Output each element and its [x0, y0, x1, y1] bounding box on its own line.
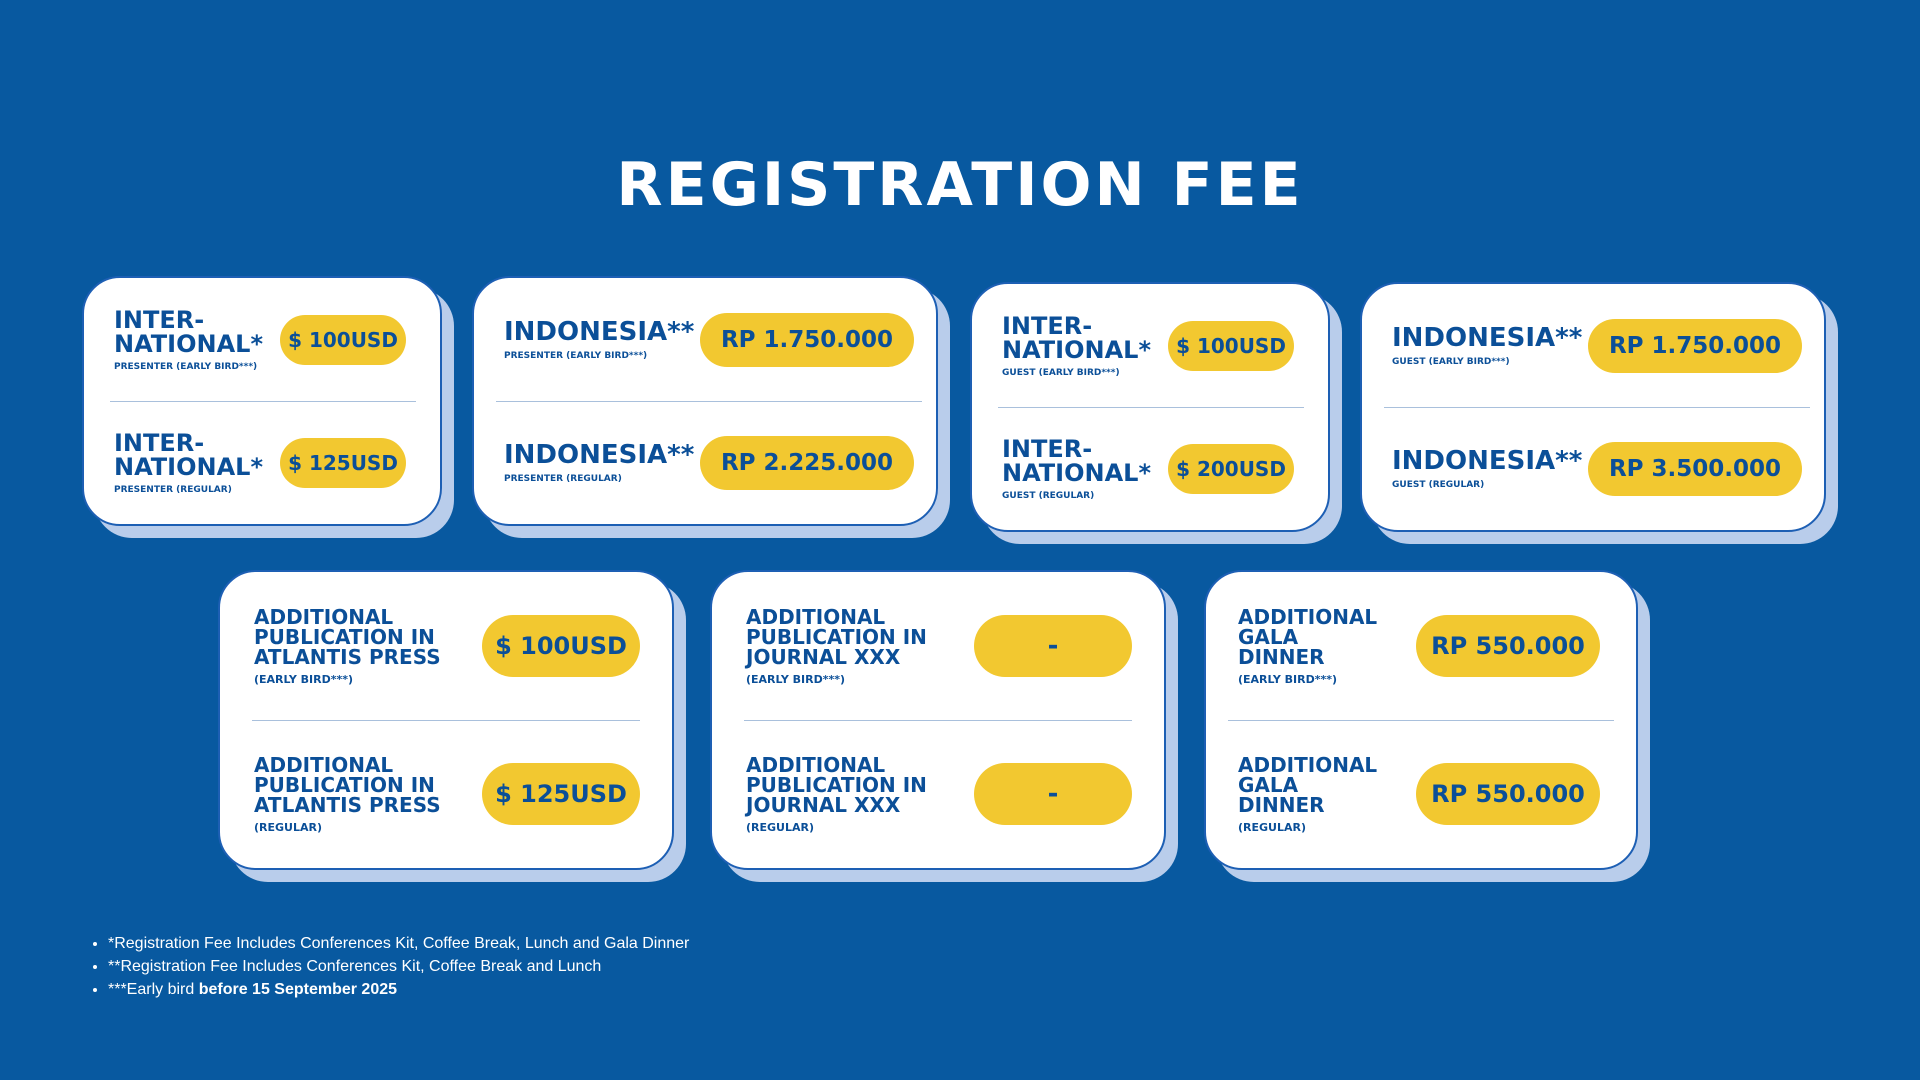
fee-sublabel: (REGULAR)	[254, 820, 322, 834]
fee-card-gala-dinner	[1204, 570, 1638, 870]
footnote: • **Registration Fee Includes Conferences Kit, Coffee Break and Lunch	[108, 955, 689, 978]
fee-label: INTER-NATIONAL*	[114, 305, 264, 358]
fee-label: INTER-NATIONAL*	[114, 428, 264, 481]
price-badge: RP 3.500.000	[1588, 442, 1802, 496]
fee-sublabel: GUEST (EARLY BIRD***)	[1392, 356, 1510, 367]
price-badge: RP 1.750.000	[1588, 319, 1802, 373]
fee-sublabel: PRESENTER (REGULAR)	[504, 473, 622, 484]
fee-card-journal-xxx	[710, 570, 1166, 870]
fee-card-atlantis-press	[218, 570, 674, 870]
price-badge: $ 100USD	[1168, 321, 1294, 371]
fee-label: INDONESIA**	[504, 316, 695, 347]
fee-label: ADDITIONAL PUBLICATION IN ATLANTIS PRESS	[254, 604, 441, 669]
footnote: • ***Early bird before 15 September 2025	[108, 978, 689, 1001]
price-badge: RP 2.225.000	[700, 436, 914, 490]
fee-label: ADDITIONAL PUBLICATION IN JOURNAL XXX	[746, 604, 927, 669]
footnotes	[88, 932, 689, 1001]
fee-label: ADDITIONAL GALA DINNER	[1238, 604, 1378, 669]
fee-sublabel: PRESENTER (EARLY BIRD***)	[504, 350, 648, 361]
price-badge: -	[974, 763, 1132, 825]
fee-sublabel: GUEST (EARLY BIRD***)	[1002, 367, 1120, 378]
fee-sublabel: (REGULAR)	[746, 820, 814, 834]
fee-sublabel: GUEST (REGULAR)	[1002, 490, 1095, 501]
fee-sublabel: PRESENTER (REGULAR)	[114, 484, 232, 495]
price-badge: RP 550.000	[1416, 763, 1600, 825]
price-badge: $ 125USD	[482, 763, 640, 825]
price-badge: RP 550.000	[1416, 615, 1600, 677]
fee-label: INTER-NATIONAL*	[1002, 434, 1152, 487]
price-badge: RP 1.750.000	[700, 313, 914, 367]
fee-card-international-guest	[970, 282, 1330, 532]
fee-label: INDONESIA**	[1392, 322, 1583, 353]
fee-label: INDONESIA**	[1392, 445, 1583, 476]
price-badge: $ 100USD	[482, 615, 640, 677]
fee-sublabel: (REGULAR)	[1238, 820, 1306, 834]
fee-card-indonesia-guest	[1360, 282, 1826, 532]
fee-label: INDONESIA**	[504, 439, 695, 470]
fee-label: INTER-NATIONAL*	[1002, 311, 1152, 364]
page-title: REGISTRATION FEE	[616, 150, 1304, 220]
fee-label: ADDITIONAL GALA DINNER	[1238, 752, 1378, 817]
footnote: • *Registration Fee Includes Conferences Kit, Coffee Break, Lunch and Gala Dinner	[108, 932, 689, 955]
fee-label: ADDITIONAL PUBLICATION IN ATLANTIS PRESS	[254, 752, 441, 817]
price-badge: $ 200USD	[1168, 444, 1294, 494]
price-badge: $ 125USD	[280, 438, 406, 488]
fee-sublabel: PRESENTER (EARLY BIRD***)	[114, 361, 258, 372]
fee-sublabel: (EARLY BIRD***)	[746, 672, 845, 686]
fee-sublabel: (EARLY BIRD***)	[1238, 672, 1337, 686]
price-badge: -	[974, 615, 1132, 677]
fee-card-international-presenter	[82, 276, 442, 526]
price-badge: $ 100USD	[280, 315, 406, 365]
fee-sublabel: (EARLY BIRD***)	[254, 672, 353, 686]
fee-sublabel: GUEST (REGULAR)	[1392, 479, 1485, 490]
fee-label: ADDITIONAL PUBLICATION IN JOURNAL XXX	[746, 752, 927, 817]
fee-card-indonesia-presenter	[472, 276, 938, 526]
